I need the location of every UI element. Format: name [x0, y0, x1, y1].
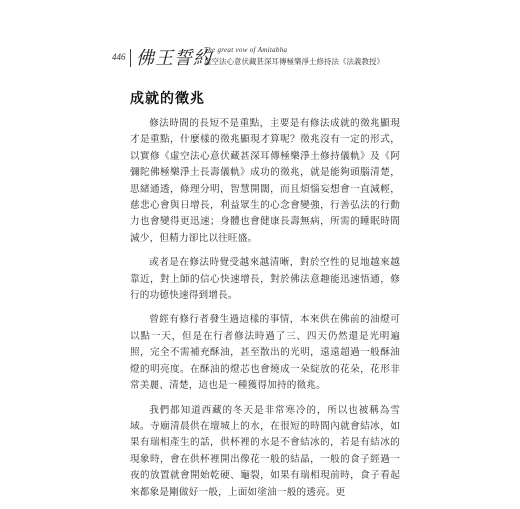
book-title: 佛王誓約: [136, 48, 212, 69]
paragraph: 修法時間的長短不是重點，主要是有修法成就的徵兆顯現才是重點，什麼樣的徵兆顯現才算呢？徵兆沒有一定的形式，以實修《虛空法心意伏藏甚深耳傳極樂淨土修持儀軌》及《阿彌陀佛極樂淨土長壽儀軌》成功的徵兆，就是能夠頭腦清楚，思緒通透，條理分明，智慧開闊，而且煩惱妄想會一直減輕，慈悲心會與日增長，利益眾生的心念會變強，行善弘法的行動力也會變得更迅速；身體也會健康長壽無病，所需的睡眠時間減少，但精力卻比以往旺盛。: [130, 118, 400, 244]
running-header: [90, 40, 470, 70]
section-heading: 成就的徵兆: [130, 91, 205, 107]
main-text: [130, 88, 400, 509]
paragraph: 我們都知道西藏的冬天是非常寒冷的，所以也被稱為雪域。寺廟清晨供在壇城上的水，在很短的時間內就會結冰，如果有瑞相產生的話，供杯裡的水是不會結冰的，若是有結冰的現象時，會在供杯裡開出像花一般的結晶，一般的食子經過一夜的放置就會開始乾硬、龜裂，如果有瑞相現前時，食子看起來都象是剛做好一般，上面如塗油一般的透亮。更: [130, 404, 400, 498]
paragraph: 或者是在修法時覺受越來越清晰，對於空性的見地越來越靠近，對上師的信心快速增長，對於佛法意趣能迅速悟通，修行的功德快速得到增長。: [130, 257, 400, 302]
header-divider: [130, 49, 131, 67]
paragraph: 曾經有修行者發生過這樣的事情，本來供在佛前的油燈可以點一天，但是在行者修法時過了三、四天仍然還是光明遍照，完全不需補充酥油，甚至散出的光明，遠遠超過一般酥油燈的明亮度。在酥油的燈芯也會燒成一朵綻放的花朵，花形非常美麗、清楚，這也是一種獲得加持的徵兆。: [130, 314, 400, 392]
book-subtitle-english: The great vow of Amitabha: [204, 46, 288, 54]
chapter-title: 虛空法心意伏藏甚深耳傳極樂淨土修持法《法義教授》: [204, 57, 384, 66]
page-number: 446: [112, 52, 126, 62]
